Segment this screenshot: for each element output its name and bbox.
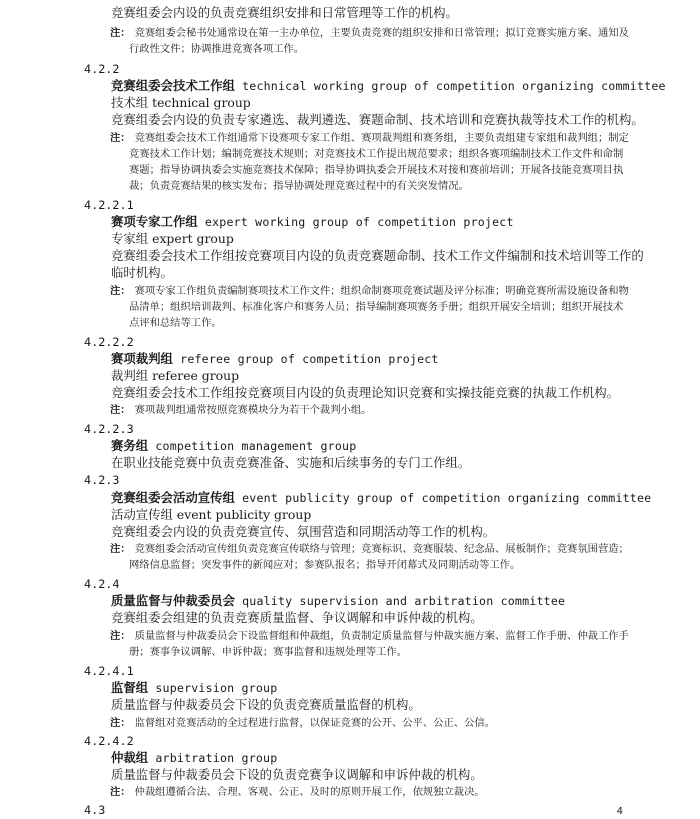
page-number: 4 xyxy=(616,806,623,817)
definition-text: 在职业技能竞赛中负责竞赛准备、实施和后续事务的专门工作组。 xyxy=(111,455,471,470)
term-alias: 技术组 technical group xyxy=(111,95,251,110)
term-heading xyxy=(111,592,565,610)
definition-text: 质量监督与仲裁委员会下设的负责竞赛争议调解和申诉仲裁的机构。 xyxy=(111,767,483,782)
definition-text: 竞赛组委会组建的负责竞赛质量监督、争议调解和申诉仲裁的机构。 xyxy=(111,610,483,625)
clause-number: 4.2.3 xyxy=(84,473,120,487)
clause-number: 4.2.2.2 xyxy=(84,335,134,349)
note-text: 赛项裁判组通常按照竞赛模块分为若干个裁判小组。 xyxy=(134,404,372,416)
note-label: 注： xyxy=(110,27,131,39)
definition-text: 竞赛组委会内设的负责竞赛宣传、氛围营造和同期活动等工作的机构。 xyxy=(111,524,496,539)
clause-number: 4.2.2 xyxy=(84,62,120,76)
definition-text: 竞赛组委会技术工作组按竞赛项目内设的负责竞赛题命制、技术工作文件编制和技术培训等工作的 xyxy=(111,248,644,263)
note-label: 注： xyxy=(110,717,131,729)
note-label: 注： xyxy=(110,786,131,798)
note-line xyxy=(110,284,629,299)
note-text: 监督组对竞赛活动的全过程进行监督，以保证竞赛的公开、公平、公正、公信。 xyxy=(134,717,495,729)
note-continuation: 网络信息监督；突发事件的新闻应对；参赛队报名；指导开闭幕式及同期活动等工作。 xyxy=(129,559,521,571)
term-heading xyxy=(111,749,277,767)
note-continuation: 册；赛事争议调解、申诉仲裁；赛事监督和违规处理等工作。 xyxy=(129,646,408,658)
term-english: supervision group xyxy=(148,681,278,695)
clause-number: 4.2.2.3 xyxy=(84,422,134,436)
term-alias: 活动宣传组 event publicity group xyxy=(111,507,312,522)
note-line xyxy=(110,716,495,731)
term-chinese: 赛项专家工作组 xyxy=(111,214,198,229)
term-english: referee group of competition project xyxy=(172,352,439,366)
note-text: 赛项专家工作组负责编制赛项技术工作文件；组织命制赛项竞赛试题及评分标准；明确竞赛所需设施设备和物 xyxy=(134,285,629,297)
term-alias: 裁判组 referee group xyxy=(111,368,240,383)
note-label: 注： xyxy=(110,543,131,555)
term-alias: 专家组 expert group xyxy=(111,231,234,246)
definition-text: 临时机构。 xyxy=(111,265,173,280)
clause-number: 4.3 xyxy=(84,803,106,817)
term-chinese: 竞赛组委会技术工作组 xyxy=(111,78,235,93)
clause-number: 4.2.4.2 xyxy=(84,734,134,748)
note-text: 质量监督与仲裁委员会下设监督组和仲裁组，负责制定质量监督与仲裁实施方案、监督工作手册、仲裁工作手 xyxy=(134,630,629,642)
note-label: 注： xyxy=(110,630,131,642)
note-label: 注： xyxy=(110,404,131,416)
term-english: expert working group of competition project xyxy=(197,215,514,229)
note-continuation: 赛题；指导协调执委会实施竞赛技术保障；指导协调执委会开展技术对接和赛前培训；开展各技能竞赛项目执 xyxy=(129,164,624,176)
note-label: 注： xyxy=(110,132,131,144)
note-continuation: 品清单；组织培训裁判、标准化客户和赛务人员；指导编制赛项赛务手册；组织开展安全培训；组织开展技术 xyxy=(129,301,624,313)
definition-text: 质量监督与仲裁委员会下设的负责竞赛质量监督的机构。 xyxy=(111,697,421,712)
note-text: 竞赛组委会技术工作组通常下设赛项专家工作组、赛项裁判组和赛务组，主要负责组建专家组和裁判组；制定 xyxy=(134,132,629,144)
definition-text: 竞赛组委会内设的负责竞赛组织安排和日常管理等工作的机构。 xyxy=(111,5,458,20)
term-heading xyxy=(111,679,277,697)
note-line xyxy=(110,26,629,41)
term-english: competition management group xyxy=(148,439,357,453)
definition-text: 竞赛组委会技术工作组按竞赛项目内设的负责理论知识竞赛和实操技能竞赛的执裁工作机构。 xyxy=(111,385,620,400)
term-english: quality supervision and arbitration committee xyxy=(234,594,566,608)
note-line xyxy=(110,785,485,800)
definition-text: 竞赛组委会内设的负责专家遴选、裁判遴选、赛题命制、技术培训和竞赛执裁等技术工作的机构。 xyxy=(111,112,644,127)
note-label: 注： xyxy=(110,285,131,297)
term-heading xyxy=(111,437,356,455)
clause-number: 4.2.2.1 xyxy=(84,198,134,212)
term-chinese: 质量监督与仲裁委员会 xyxy=(111,593,235,608)
term-english: technical working group of competition organizing committee xyxy=(234,79,666,93)
term-chinese: 赛务组 xyxy=(111,438,149,453)
clause-number: 4.2.4 xyxy=(84,577,120,591)
term-chinese: 监督组 xyxy=(111,680,149,695)
note-line xyxy=(110,542,629,557)
note-text: 仲裁组遵循合法、合理、客观、公正、及时的原则开展工作，依规独立裁决。 xyxy=(134,786,485,798)
term-heading xyxy=(111,77,666,95)
term-heading xyxy=(111,489,651,507)
note-line xyxy=(110,131,629,146)
term-english: event publicity group of competition organizing committee xyxy=(234,491,652,505)
term-chinese: 竞赛组委会活动宣传组 xyxy=(111,490,235,505)
note-line xyxy=(110,629,629,644)
term-chinese: 仲裁组 xyxy=(111,750,149,765)
term-heading xyxy=(111,350,439,368)
note-line xyxy=(110,403,371,418)
term-chinese: 赛项裁判组 xyxy=(111,351,173,366)
note-continuation: 裁；负责竞赛结果的核实发布；指导协调处理竞赛过程中的有关突发情况。 xyxy=(129,180,469,192)
term-english: arbitration group xyxy=(148,751,278,765)
note-continuation: 竞赛技术工作计划；编制竞赛技术规则；对竞赛技术工作提出规范要求；组织各赛项编制技术工作文件和命制 xyxy=(129,148,624,160)
note-continuation: 点评和总结等工作。 xyxy=(129,317,222,329)
clause-number: 4.2.4.1 xyxy=(84,664,134,678)
note-text: 竞赛组委会秘书处通常设在第一主办单位，主要负责竞赛的组织安排和日常管理；拟订竞赛实施方案、通知及 xyxy=(134,27,629,39)
note-text: 竞赛组委会活动宣传组负责竞赛宣传联络与管理；竞赛标识、竞赛服装、纪念品、展板制作；竞赛氛围营造； xyxy=(134,543,629,555)
term-heading xyxy=(111,213,514,231)
note-continuation: 行政性文件；协调推进竞赛各项工作。 xyxy=(129,43,305,55)
